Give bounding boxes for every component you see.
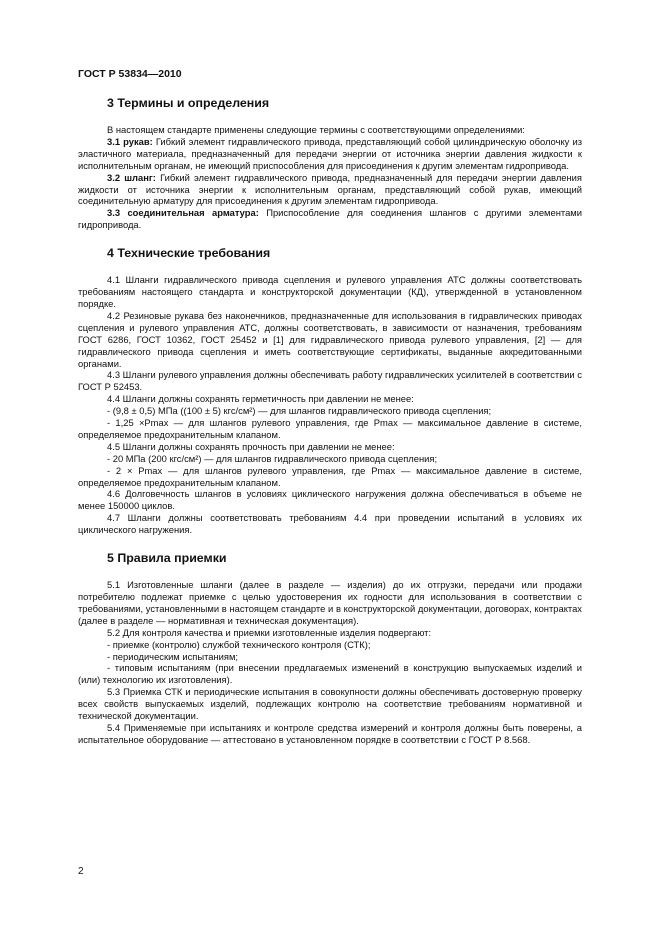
list-item: - типовым испытаниям (при внесении предлагаемых изменений в конструкцию выпускаемых изделий и (или) технологию их изготовления).	[78, 662, 582, 686]
list-item: - периодическим испытаниям;	[107, 650, 239, 662]
paragraph: 4.5 Шланги должны сохранять прочность при давлении не менее:	[107, 440, 395, 452]
paragraph: 3.1 рукав: Гибкий элемент гидравлического привода, представляющий собой цилиндрическую оболочку из эластичного материала, предназначенный для передачи энергии от источника энергии давления жидкости к исполнительным органам, не имеющий приспособления для присоединения к другим элементам гидропривода.	[78, 135, 582, 171]
paragraph: 5.2 Для контроля качества и приемки изготовленные изделия подвергают:	[107, 626, 432, 638]
paragraph: 5.4 Применяемые при испытаниях и контроле средства измерений и контроля должны быть поверены, а испытательное оборудование — аттестовано в установленном порядке в соответствии с ГОСТ Р 8.568.	[78, 721, 582, 745]
section-title: 5 Правила приемки	[107, 551, 227, 566]
paragraph: В настоящем стандарте применены следующие термины с соответствующими определениями:	[107, 124, 525, 135]
paragraph: 4.6 Долговечность шлангов в условиях циклического нагружения должна обеспечиваться в объеме не менее 150000 циклов.	[78, 488, 582, 512]
section-requirements	[78, 246, 582, 536]
paragraph: 4.4 Шланги должны сохранять герметичность при давлении не менее:	[107, 393, 414, 405]
list-item: - (9,8 ± 0,5) МПа ((100 ± 5) кгс/см²) — для шлангов гидравлического привода сцепления;	[107, 405, 492, 417]
paragraph: 3.2 шланг: Гибкий элемент гидравлического привода, предназначенный для передачи энергии давления жидкости от источника энергии к исполнительным органам, представляющий собой рукав, имеющий соединительную арматуру для присоединения к другим элементам гидропривода.	[78, 171, 582, 207]
paragraph: 4.3 Шланги рулевого управления должны обеспечивать работу гидравлических усилителей в соответствии с ГОСТ Р 52453.	[78, 369, 582, 393]
list-item: - 20 МПа (200 кгс/см²) — для шлангов гидравлического привода сцепления;	[107, 452, 438, 464]
section-title: 3 Термины и определения	[107, 96, 270, 110]
paragraph: 4.1 Шланги гидравлического привода сцепления и рулевого управления АТС должны соответствовать требованиям настоящего стандарта и конструкторской документации (КД), утвержденной в установленном порядке.	[78, 274, 582, 309]
section-acceptance	[78, 551, 582, 746]
doc-content	[78, 96, 582, 761]
list-item: - приемке (контролю) службой технического контроля (СТК);	[107, 638, 371, 650]
section-title: 4 Технические требования	[107, 246, 271, 261]
paragraph: 5.3 Приемка СТК и периодические испытания в совокупности должны обеспечивать достоверную проверку всех свойств выпускаемых изделий, подлежащих контролю на соответствие требованиям нормативной и технической документации.	[78, 686, 582, 722]
paragraph: 4.7 Шланги должны соответствовать требованиям 4.4 при проведении испытаний в условиях их циклического нагружения.	[78, 512, 582, 536]
list-item: - 1,25 ×Pmax — для шлангов рулевого управления, где Pmax — максимальное давление в системе, определяемое предохранительным клапаном.	[78, 417, 582, 440]
list-item: - 2 × Pmax — для шлангов рулевого управления, где Pmax — максимальное давление в системе, определяемое предохранительным клапаном.	[78, 464, 582, 488]
paragraph: 5.1 Изготовленные шланги (далее в разделе — изделия) до их отгрузки, передачи или продажи потребителю подлежат приемке с целью удостоверения их годности для использования в соответствии с требованиями, установленными в настоящем стандарте и в конструкторской документации, договорах, контрактах (далее в разделе — нормативная и техническая документация).	[78, 579, 582, 626]
page-number: 2	[78, 866, 84, 877]
paragraph: 4.2 Резиновые рукава без наконечников, предназначенные для использования в гидравлических приводах сцепления и рулевого управления АТС, должны соответствовать, в зависимости от назначения, требованиям ГОСТ 6286, ГОСТ 10362, ГОСТ 25452 и [1] для гидравлического привода рулевого управления, [2] — для гидравлического привода сцепления и иметь соответствующие сертификаты, выданные аккредитованными органами.	[78, 309, 582, 369]
section-terms	[78, 96, 582, 231]
doc-header: ГОСТ Р 53834—2010	[78, 68, 182, 80]
paragraph: 3.3 соединительная арматура: Приспособление для соединения шлангов с другими элементами гидропривода.	[78, 207, 582, 231]
